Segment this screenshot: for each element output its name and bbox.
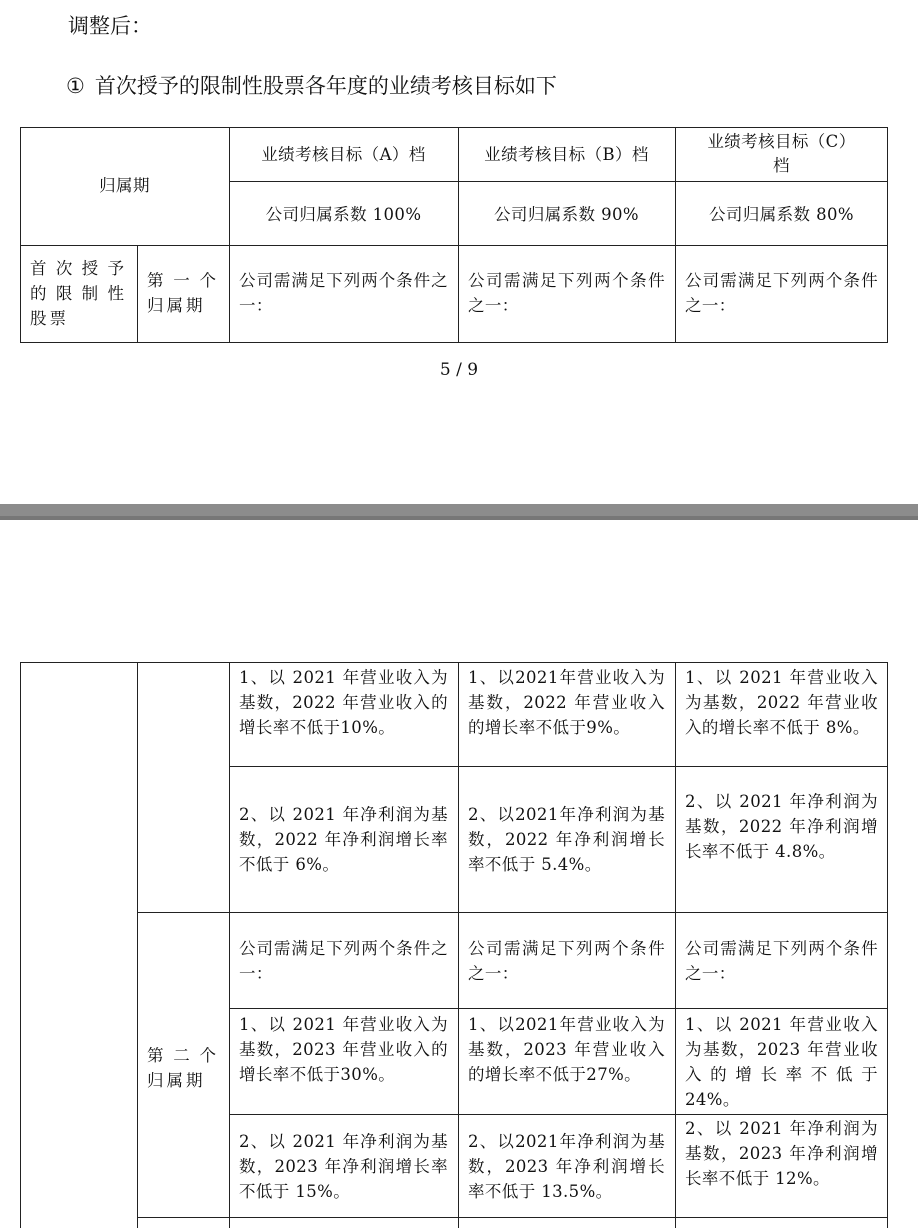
page-separator-shadow (0, 516, 918, 520)
p2-netprofit-b: 2、以2021年净利润为基数，2023 年净利润增长率不低于 13.5%。 (468, 1132, 665, 1201)
subsection-heading-text: 首次授予的限制性股票各年度的业绩考核目标如下 (94, 74, 557, 98)
p2-cond-b: 公司需满足下列两个条件之一： (468, 939, 665, 983)
section-heading: 调整后： (68, 14, 152, 38)
header-target-c-line2: 档 (773, 156, 790, 175)
p2-netprofit-a: 2、以 2021 年净利润为基数，2023 年净利润增长率不低于 15%。 (239, 1132, 448, 1201)
cond-a-cell: 公司需满足下列两个条件之一： (239, 271, 448, 315)
p1-revenue-a: 1、以 2021 年营业收入为基数，2022 年营业收入的增长率不低于10%。 (239, 668, 448, 737)
cond-c-cell: 公司需满足下列两个条件之一： (685, 271, 878, 315)
header-period-cell: 归属期 (99, 176, 150, 195)
p1-netprofit-a: 2、以 2021 年净利润为基数，2022 年净利润增长率不低于 6%。 (239, 805, 448, 874)
p2-netprofit-c: 2、以 2021 年净利润为基数，2023 年净利润增长率不低于 12%。 (685, 1119, 878, 1188)
header-target-c (675, 130, 888, 178)
header-target-c-line1: 业绩考核目标（C） (707, 132, 856, 151)
p1-revenue-c: 1、以 2021 年营业收入为基数，2022 年营业收入的增长率不低于 8%。 (685, 668, 878, 737)
cond-b-cell: 公司需满足下列两个条件之一： (468, 271, 665, 315)
coef-c-cell: 公司归属系数 80% (709, 205, 854, 224)
circled-number-marker: ① (66, 74, 85, 98)
header-target-b: 业绩考核目标（B）档 (484, 145, 649, 164)
period2-cell: 第二个归属期 (147, 1046, 219, 1090)
page-number: 5 / 9 (439, 360, 479, 380)
period1-cell: 第一个归属期 (147, 271, 219, 315)
coef-b-cell: 公司归属系数 90% (494, 205, 639, 224)
subsection-heading (66, 70, 557, 100)
p1-netprofit-c: 2、以 2021 年净利润为基数，2022 年净利润增长率不低于 4.8%。 (685, 792, 878, 861)
p2-cond-a: 公司需满足下列两个条件之一： (239, 939, 448, 983)
coef-a-cell: 公司归属系数 100% (265, 205, 422, 224)
header-target-a: 业绩考核目标（A）档 (261, 145, 426, 164)
p1-netprofit-b: 2、以2021年净利润为基数，2022 年净利润增长率不低于 5.4%。 (468, 805, 665, 874)
p2-revenue-b: 1、以2021年营业收入为基数，2023 年营业收入的增长率不低于27%。 (468, 1015, 665, 1084)
row-group-cell: 首次授予的限制性股票 (30, 259, 127, 328)
p2-revenue-c: 1、以 2021 年营业收入为基数，2023 年营业收入的增长率不低于 24%。 (685, 1015, 878, 1109)
p2-cond-c: 公司需满足下列两个条件之一： (685, 939, 878, 983)
p2-revenue-a: 1、以 2021 年营业收入为基数，2023 年营业收入的增长率不低于30%。 (239, 1015, 448, 1084)
p1-revenue-b: 1、以2021年营业收入为基数，2022 年营业收入的增长率不低于9%。 (468, 668, 665, 737)
